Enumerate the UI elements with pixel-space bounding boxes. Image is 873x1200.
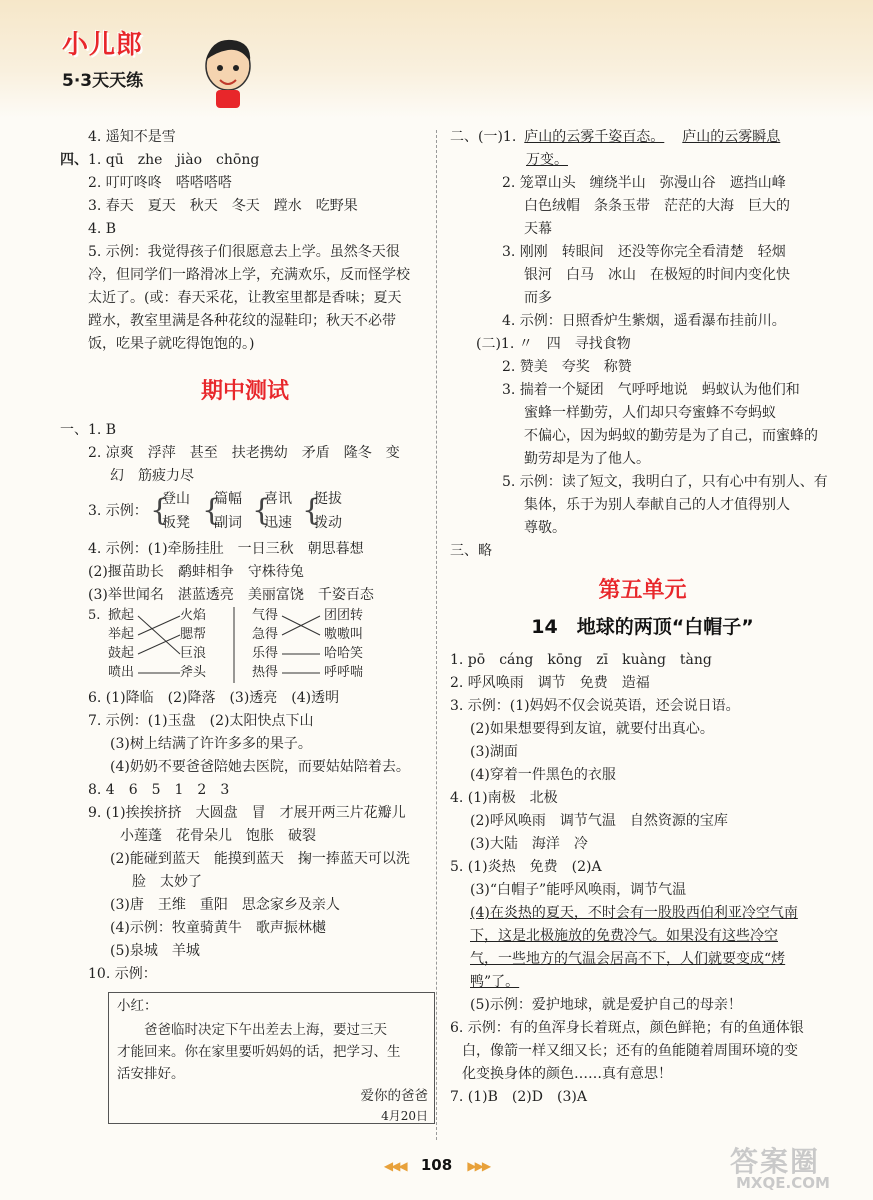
watermark (720, 1140, 860, 1195)
word: 板凳 (162, 515, 190, 531)
answer-line: 脸 太妙了 (132, 874, 202, 890)
answer-line: 6. (1)降临 (2)降落 (3)透亮 (4)透明 (88, 690, 340, 706)
match-lines-left (136, 607, 182, 685)
answer-line: (3)树上结满了许许多多的果子。 (110, 736, 312, 752)
letter-line: 才能回来。你在家里要听妈妈的话，把学习、生 (117, 1044, 401, 1060)
match-word: 呼呼喘 (324, 665, 364, 680)
answer-line: 太近了。(或：春天采花，让教室里都是香味；夏天 (88, 290, 402, 306)
left-column (60, 126, 430, 1124)
answer-line: (4)奶奶不要爸爸陪她去医院，而要姑姑陪着去。 (110, 759, 410, 775)
answer-line: 白，像箭一样又细又长；还有的鱼能随着周围环境的变 (462, 1043, 798, 1059)
answer-line: 2. 呼风唤雨 调节 免费 造福 (450, 675, 650, 691)
answer-line: 不偏心，因为蚂蚁的勤劳是为了自己，而蜜蜂的 (524, 428, 818, 444)
arrow-right-icon: ▶▶▶ (467, 1159, 490, 1173)
answer-line: 鸭”了。 (470, 974, 520, 990)
answer-line: 四、1. qū zhe jiào chōng (60, 152, 260, 168)
answer-line: (2)呼风唤雨 调节气温 自然资源的宝库 (470, 813, 728, 829)
answer-line: (4)在炎热的夏天，不时会有一股股西伯利亚冷空气南 (470, 905, 798, 921)
underlined-answer: 庐山的云雾千姿百态。 (524, 129, 665, 145)
word: 迅速 (264, 515, 292, 531)
match-word: 团团转 (324, 608, 364, 623)
brace-icon: { (302, 493, 322, 528)
letter-line: 活安排好。 (117, 1066, 185, 1082)
answer-line: 4. 示例：(1)牵肠挂肚 一日三秋 朝思暮想 (88, 541, 364, 557)
page-number: 108 (420, 1156, 453, 1174)
match-word: 腮帮 (180, 627, 207, 642)
answer-line: 而多 (524, 290, 552, 306)
answer-line: 小莲蓬 花骨朵儿 饱胀 破裂 (120, 828, 316, 844)
letter-greeting: 小红： (117, 998, 158, 1014)
answer-line: 9. (1)挨挨挤挤 大圆盘 冒 才展开两三片花瓣儿 (88, 805, 406, 821)
underlined-answer: 庐山的云雾瞬息 (682, 129, 781, 145)
answer-line: 2. 笼罩山头 缠绕半山 弥漫山谷 遮挡山峰 (502, 175, 786, 191)
answer-line: 3. 示例：(1)妈妈不仅会说英语，还会说日语。 (450, 698, 740, 714)
answer-line: 3. 刚刚 转眼间 还没等你完全看清楚 轻烟 (502, 244, 786, 260)
answer-prefix: 5. (88, 608, 101, 623)
answer-line: (3)举世闻名 湛蓝透亮 美丽富饶 千姿百态 (88, 587, 374, 603)
answer-line: (5)示例：爱护地球，就是爱护自己的母亲！ (470, 997, 742, 1013)
letter-date: 4月20日 (381, 1109, 428, 1123)
match-word: 掀起 (108, 608, 135, 623)
match-word: 急得 (252, 627, 279, 642)
answer-line: 5. (1)炎热 免费 (2)A (450, 859, 602, 875)
answer-line: 尊敬。 (524, 520, 566, 536)
answer-line: 7. 示例：(1)玉盘 (2)太阳快点下山 (88, 713, 314, 729)
answer-line: (3)湖面 (470, 744, 518, 760)
watermark-url: MXQE.COM (736, 1174, 830, 1192)
answer-line: 2. 凉爽 浮萍 甚至 扶老携幼 矛盾 隆冬 变 (88, 445, 400, 461)
match-word: 举起 (108, 627, 135, 642)
word-group-braces (60, 488, 430, 538)
answer-line: (3)大陆 海洋 冷 (470, 836, 588, 852)
answer-line: 6. 示例：有的鱼浑身长着斑点，颜色鲜艳；有的鱼通体银 (450, 1020, 804, 1036)
match-word: 哈哈笑 (324, 646, 364, 661)
match-lines-right (280, 607, 322, 685)
section-title: 期中测试 (200, 379, 289, 404)
answer-line: 气，一些地方的气温会居高不下，人们就要变成“烤 (470, 951, 786, 967)
section-number: 四、 (60, 152, 88, 168)
answer-line: 2. 叮叮咚咚 嗒嗒嗒嗒 (88, 175, 232, 191)
unit-title: 第五单元 (598, 578, 687, 603)
answer-line: 冷，但同学们一路滑冰上学，充满欢乐，反而怪学校 (88, 267, 410, 283)
word: 拨动 (314, 515, 342, 531)
answer-line: 集体，乐于为别人奉献自己的人才值得别人 (524, 497, 790, 513)
match-word: 鼓起 (108, 646, 135, 661)
logo (48, 22, 208, 102)
answer-line: (3)唐 王维 重阳 思念家乡及亲人 (110, 897, 340, 913)
answer-line: 化变换身体的颜色……真有意思！ (462, 1066, 672, 1082)
match-word: 嗷嗷叫 (324, 627, 364, 642)
answer-line: (2)如果想要得到友谊，就要付出真心。 (470, 721, 714, 737)
word: 喜讯 (264, 491, 292, 507)
answer-line: 白色绒帽 条条玉带 茫茫的大海 巨大的 (524, 198, 790, 214)
match-word: 巨浪 (180, 646, 207, 661)
answer-line: (5)泉城 羊城 (110, 943, 200, 959)
letter-signature: 爱你的爸爸 (360, 1088, 428, 1104)
word: 挺拔 (314, 491, 342, 507)
answer-line: (二)1. 〃 四 寻找食物 (476, 336, 631, 352)
answer-line: (2)能碰到蓝天 能摸到蓝天 掬一捧蓝天可以洗 (110, 851, 410, 867)
letter-box (108, 992, 435, 1124)
answer-line: (4)穿着一件黑色的衣服 (470, 767, 616, 783)
matching-exercise (60, 607, 430, 687)
answer-line: 一、1. B (60, 422, 117, 438)
column-divider (436, 130, 437, 1140)
answer-line: (4)示例：牧童骑黄牛 歌声振林樾 (110, 920, 326, 936)
match-word: 气得 (252, 608, 279, 623)
answer-line: 5. 示例：读了短文，我明白了，只有心中有别人、有 (502, 474, 828, 490)
brand-name: 小儿郎 (62, 30, 144, 60)
answer-line: 4. (1)南极 北极 (450, 790, 558, 806)
answer-prefix: 二、(一)1. (450, 129, 517, 145)
answer-line: 8. 4 6 5 1 2 3 (88, 782, 230, 798)
answer-line: 4. B (88, 221, 117, 237)
answer-line: 勤劳却是为了他人。 (524, 451, 650, 467)
answer-line: 蹚水，教室里满是各种花纹的湿鞋印；秋天不必带 (88, 313, 396, 329)
answer-line: 幻 筋疲力尽 (110, 468, 194, 484)
match-separator (232, 607, 236, 685)
answer-line: 饭，吃果子就吃得饱饱的。) (88, 336, 255, 352)
mascot-icon (198, 36, 258, 112)
lesson-title: 14 地球的两顶“白帽子” (531, 616, 754, 638)
answer-line: 4. 遥知不是雪 (88, 129, 176, 145)
brace-icon: { (202, 493, 222, 528)
answer-line: 5. 示例：我觉得孩子们很愿意去上学。虽然冬天很 (88, 244, 400, 260)
answer-line: 10. 示例： (88, 966, 157, 982)
match-word: 斧头 (180, 665, 207, 680)
brace-icon: { (252, 493, 272, 528)
answer-line: 4. 示例：日照香炉生紫烟，遥看瀑布挂前川。 (502, 313, 786, 329)
answer-prefix: 3. 示例： (88, 503, 148, 519)
answer-line: 银河 白马 冰山 在极短的时间内变化快 (524, 267, 790, 283)
answer-line: 3. 春天 夏天 秋天 冬天 蹚水 吃野果 (88, 198, 358, 214)
answer-line: 7. (1)B (2)D (3)A (450, 1089, 587, 1105)
answer-line: (2)揠苗助长 鹬蚌相争 守株待兔 (88, 564, 304, 580)
brand-subtitle: 5·3天天练 (62, 71, 144, 91)
match-word: 火焰 (180, 608, 207, 623)
answer-line: 蜜蜂一样勤劳，人们却只夸蜜蜂不夸蚂蚁 (524, 405, 776, 421)
answer-line: 万变。 (526, 152, 568, 168)
word: 篇幅 (214, 491, 242, 507)
word: 登山 (162, 491, 190, 507)
arrow-left-icon: ◀◀◀ (383, 1159, 406, 1173)
match-word: 热得 (252, 665, 279, 680)
answer-line: 3. 揣着一个疑团 气呼呼地说 蚂蚁认为他们和 (502, 382, 800, 398)
match-word: 乐得 (252, 646, 279, 661)
answer-line: 下，这是北极施放的免费冷气。如果没有这些冷空 (470, 928, 778, 944)
answer-line: 天幕 (524, 221, 552, 237)
answer-line: 2. 赞美 夸奖 称赞 (502, 359, 632, 375)
word: 副词 (214, 515, 242, 531)
answer-line: (3)“白帽子”能呼风唤雨，调节气温 (470, 882, 687, 898)
brace-icon: { (150, 493, 170, 528)
answer-line: 三、略 (450, 543, 492, 559)
match-word: 喷出 (108, 665, 135, 680)
answer-line: 1. pō cáng kōng zī kuàng tàng (450, 652, 712, 668)
letter-line: 爸爸临时决定下午出差去上海，要过三天 (117, 1022, 387, 1038)
right-column (450, 126, 835, 1109)
answer-line (450, 126, 835, 149)
watermark-text: 答案圈 (730, 1145, 821, 1178)
